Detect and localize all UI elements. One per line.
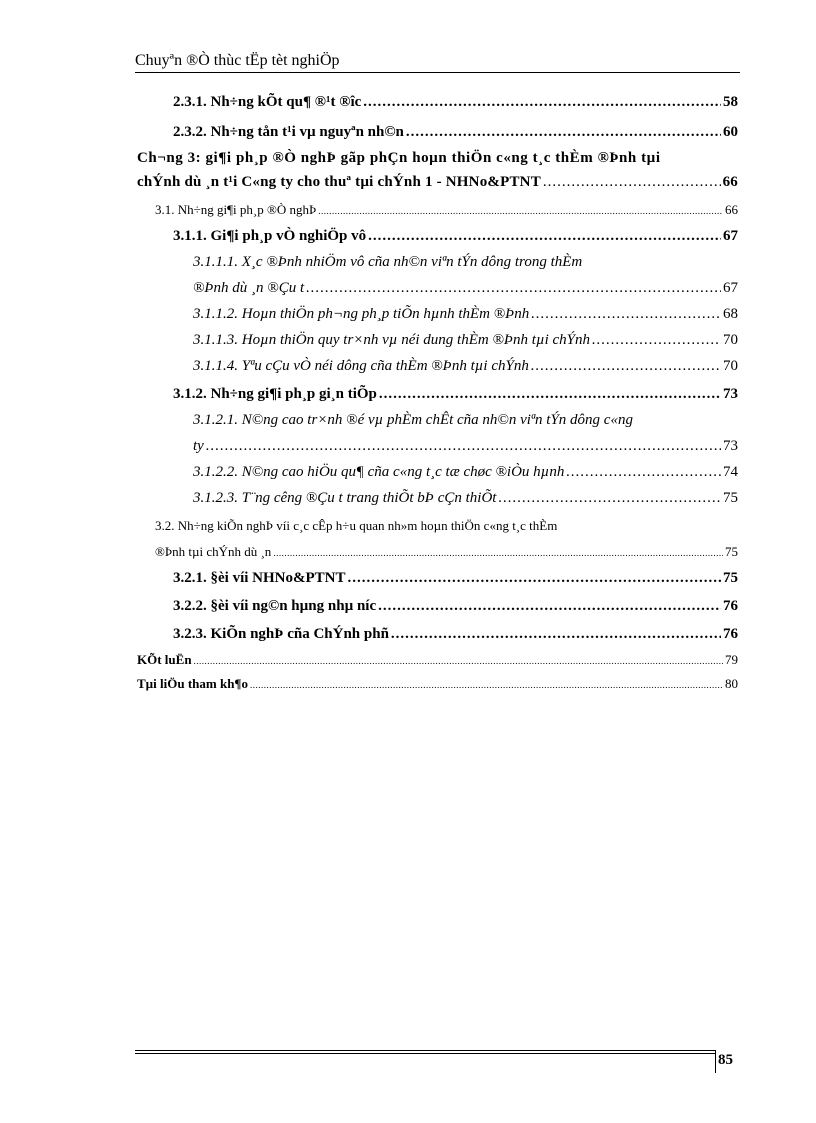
toc-entry-page: 67 xyxy=(723,228,738,244)
header-title: Chuyªn ®Ò thùc tËp tèt nghiÖp xyxy=(135,52,340,69)
toc-entry-label: 3.2.2. §èi víi ng©n hµng nhµ níc xyxy=(173,598,377,614)
toc-entry-3-1-2-2[interactable] xyxy=(193,464,738,481)
toc-entry-3-1-1-4[interactable] xyxy=(193,358,738,375)
toc-leader-dots xyxy=(368,228,721,245)
toc-leader-dots xyxy=(406,124,721,141)
toc-entry-label: 3.1.1. Gi¶i ph¸p vÒ nghiÖp vô xyxy=(173,228,367,244)
toc-entry-label: 3.1.2.3. T¨ng cêng ®Çu t trang thiÕt bÞ cÇn thiÕt xyxy=(193,490,497,506)
toc-entry-ket-luan[interactable] xyxy=(137,652,738,668)
toc-entry-3-1-1-1-line2[interactable] xyxy=(193,280,738,297)
toc-entry-label: 3.2.3. KiÕn nghÞ cña ChÝnh phñ xyxy=(173,626,389,642)
toc-entry-page: 70 xyxy=(723,358,738,374)
toc-entry-3-1[interactable] xyxy=(155,202,738,218)
toc-entry-chapter-3-line1[interactable] xyxy=(137,150,738,167)
toc-entry-2-3-2[interactable] xyxy=(173,124,738,141)
toc-entry-label: 3.1.1.1. X¸c ®Þnh nhiÖm vô cña nh©n viªn tÝn dông trong thÈm xyxy=(193,254,583,270)
toc-entry-3-1-2[interactable] xyxy=(173,386,738,403)
toc-entry-label: 3.1.2.2. N©ng cao hiÖu qu¶ cña c«ng t¸c tæ chøc ®iÒu hµnh xyxy=(193,464,565,480)
toc-leader-dots xyxy=(391,626,721,643)
toc-entry-3-2-line2[interactable] xyxy=(155,544,738,560)
toc-entry-3-2-line1[interactable] xyxy=(155,518,738,534)
toc-leader-dots xyxy=(378,598,721,615)
toc-entry-label: 3.1.1.2. Hoµn thiÖn ph¬ng ph¸p tiÕn hµnh thÈm ®Þnh xyxy=(193,306,530,322)
toc-entry-page: 68 xyxy=(723,306,738,322)
toc-entry-3-1-2-1-line2[interactable] xyxy=(193,438,738,455)
toc-leader-dots xyxy=(206,438,721,455)
toc-entry-page: 73 xyxy=(723,386,738,402)
toc-entry-label: 3.2.1. §èi víi NHNo&PTNT xyxy=(173,570,346,586)
footer-rule-top xyxy=(135,1050,715,1051)
toc-entry-label: 3.2. Nh÷ng kiÕn nghÞ víi c¸c cÊp h÷u quan nh»m hoµn thiÖn c«ng t¸c thÈm xyxy=(155,518,558,533)
toc-entry-page: 70 xyxy=(723,332,738,348)
footer-rule-bottom xyxy=(135,1053,715,1054)
toc-entry-page: 66 xyxy=(722,174,738,190)
toc-entry-page: 75 xyxy=(723,570,738,586)
toc-entry-page: 75 xyxy=(723,490,738,506)
toc-entry-3-1-1-1-line1[interactable] xyxy=(193,254,738,271)
toc-leader-dots xyxy=(306,280,721,297)
toc-entry-page: 76 xyxy=(723,626,738,642)
toc-entry-3-2-3[interactable] xyxy=(173,626,738,643)
toc-entry-label-continued: ®Þnh tµi chÝnh dù ¸n xyxy=(155,544,272,559)
toc-entry-page: 75 xyxy=(725,544,738,559)
toc-leader-dots xyxy=(194,656,723,666)
toc-entry-label: Tµi liÖu tham kh¶o xyxy=(137,676,248,691)
toc-entry-chapter-3-line2[interactable] xyxy=(137,174,738,191)
toc-entry-label-continued: ty xyxy=(193,438,204,454)
toc-entry-page: 60 xyxy=(723,124,738,140)
toc-entry-page: 66 xyxy=(725,202,738,217)
toc-entry-label: 3.1.1.4. Yªu cÇu vÒ néi dông cña thÈm ®Þnh tµi chÝnh xyxy=(193,358,529,374)
toc-entry-label: Ch¬ng 3: gi¶i ph¸p ®Ò nghÞ gãp phÇn hoµn thiÖn c«ng t¸c thÈm ®Þnh tµi xyxy=(137,150,661,166)
toc-leader-dots xyxy=(531,358,721,375)
toc-leader-dots xyxy=(379,386,721,403)
toc-entry-label-continued: chÝnh dù ¸n t¹i C«ng ty cho thuª tµi chÝnh 1 - NHNo&PTNT xyxy=(137,174,541,190)
toc-leader-dots xyxy=(273,548,723,558)
toc-entry-label: 3.1. Nh÷ng gi¶i ph¸p ®Ò nghÞ xyxy=(155,202,317,217)
toc-entry-3-1-1-3[interactable] xyxy=(193,332,738,349)
toc-entry-label: 3.1.2. Nh÷ng gi¶i ph¸p gi¸n tiÕp xyxy=(173,386,377,402)
toc-entry-2-3-1[interactable] xyxy=(173,94,738,111)
toc-entry-3-1-2-3[interactable] xyxy=(193,490,738,507)
toc-entry-page: 67 xyxy=(723,280,738,296)
toc-entry-label: 2.3.1. Nh÷ng kÕt qu¶ ®¹t ®îc xyxy=(173,94,362,110)
toc-leader-dots xyxy=(318,206,723,216)
toc-entry-page: 74 xyxy=(723,464,738,480)
toc-entry-label: 2.3.2. Nh÷ng tån t¹i vµ nguyªn nh©n xyxy=(173,124,404,140)
toc-entry-page: 73 xyxy=(723,438,738,454)
toc-leader-dots xyxy=(531,306,721,323)
toc-entry-3-2-1[interactable] xyxy=(173,570,738,587)
toc-entry-label: 3.1.2.1. N©ng cao tr×nh ®é vµ phÈm chÊt cña nh©n viªn tÝn dông c«ng xyxy=(193,412,633,428)
toc-leader-dots xyxy=(348,570,722,587)
toc-entry-label: KÕt luËn xyxy=(137,652,192,667)
toc-entry-label: 3.1.1.3. Hoµn thiÖn quy tr×nh vµ néi dung thÈm ®Þnh tµi chÝnh xyxy=(193,332,591,348)
toc-leader-dots xyxy=(543,174,721,191)
toc-entry-page: 76 xyxy=(723,598,738,614)
toc-leader-dots xyxy=(592,332,721,349)
page-header xyxy=(135,50,740,73)
toc-entry-tai-lieu[interactable] xyxy=(137,676,738,692)
toc-leader-dots xyxy=(566,464,721,481)
toc-entry-page: 58 xyxy=(723,94,738,110)
toc-entry-3-2-2[interactable] xyxy=(173,598,738,615)
toc-leader-dots xyxy=(498,490,721,507)
toc-entry-label-continued: ®Þnh dù ¸n ®Çu t xyxy=(193,280,305,296)
page-number: 85 xyxy=(718,1052,733,1068)
toc-leader-dots xyxy=(363,94,721,111)
footer-rule-vertical xyxy=(715,1050,716,1073)
toc-entry-3-1-1-2[interactable] xyxy=(193,306,738,323)
toc-entry-page: 80 xyxy=(725,676,738,691)
toc-entry-3-1-1[interactable] xyxy=(173,228,738,245)
toc-entry-page: 79 xyxy=(725,652,738,667)
toc-leader-dots xyxy=(250,680,723,690)
toc-entry-3-1-2-1-line1[interactable] xyxy=(193,412,738,429)
